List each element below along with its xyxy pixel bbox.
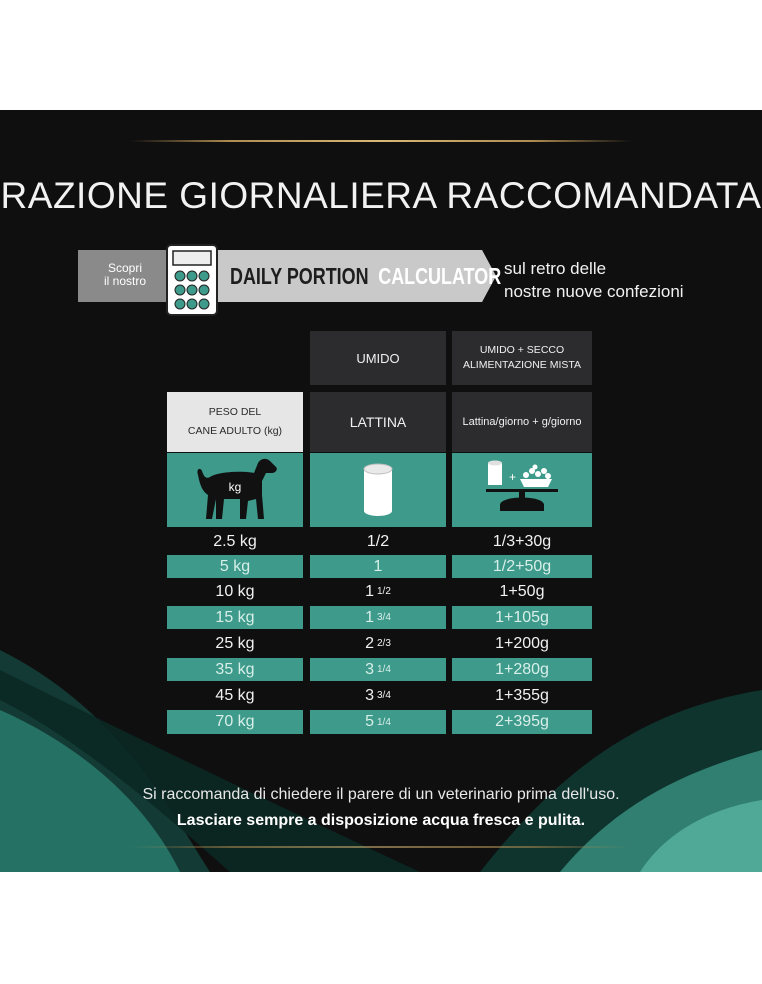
banner-discover-text bbox=[92, 262, 158, 288]
table-row-can bbox=[310, 555, 446, 578]
table-row-weight bbox=[167, 606, 303, 629]
dog-icon-label: kg bbox=[228, 480, 242, 494]
row-mixed-value: 1+105g bbox=[495, 608, 549, 626]
row-can-value: 1 bbox=[365, 608, 374, 626]
row-mixed-value: 1+355g bbox=[495, 686, 549, 704]
row-weight-value: 10 kg bbox=[215, 582, 255, 600]
dog-icon bbox=[190, 455, 280, 525]
nutrition-panel bbox=[0, 110, 762, 872]
row-can-fraction: 2/3 bbox=[377, 638, 391, 649]
table-row-can bbox=[310, 606, 446, 629]
row-weight-value: 25 kg bbox=[215, 634, 255, 652]
header-mixed-line1: UMIDO + SECCO bbox=[479, 344, 565, 356]
can-icon-cell bbox=[310, 453, 446, 527]
table-row-can bbox=[310, 531, 446, 552]
row-mixed-value: 1+280g bbox=[495, 660, 549, 678]
row-can-value: 1 bbox=[373, 557, 383, 575]
banner-small-line2: il nostro bbox=[103, 274, 147, 288]
header-wet-label: UMIDO bbox=[356, 350, 400, 366]
calculator-word2: CALCULATOR bbox=[378, 263, 502, 289]
row-mixed-value: 2+395g bbox=[495, 713, 549, 730]
header-mixed bbox=[452, 331, 592, 385]
table-row-can bbox=[310, 658, 446, 681]
row-can-value: 5 bbox=[365, 713, 374, 730]
row-mixed-value: 1+50g bbox=[499, 582, 545, 600]
table-row-mixed bbox=[452, 658, 592, 681]
table-row-mixed bbox=[452, 555, 592, 578]
calculator-icon bbox=[166, 244, 218, 316]
calculator-word1: DAILY PORTION bbox=[230, 263, 369, 289]
table-row-can bbox=[310, 633, 446, 654]
bottom-gold-line bbox=[130, 846, 632, 848]
table-row-can bbox=[310, 581, 446, 602]
row-weight-value: 45 kg bbox=[215, 686, 255, 704]
calculator-banner bbox=[78, 250, 502, 302]
row-can-fraction: 1/4 bbox=[377, 716, 391, 728]
top-gold-line bbox=[130, 140, 632, 142]
table-row-weight bbox=[167, 531, 303, 552]
row-mixed-value: 1+200g bbox=[495, 634, 549, 652]
table-row-weight bbox=[167, 710, 303, 734]
row-can-fraction: 1/4 bbox=[377, 664, 391, 675]
table-row-mixed bbox=[452, 633, 592, 654]
row-weight-value: 5 kg bbox=[219, 557, 251, 575]
row-can-value: 1 bbox=[365, 582, 374, 600]
footer-vet-advice: Si raccomanda di chiedere il parere di un veterinario prima dell'uso. bbox=[142, 786, 620, 803]
banner-note-line2: nostre nuove confezioni bbox=[504, 282, 684, 301]
table-row-mixed bbox=[452, 531, 592, 552]
table-row-mixed bbox=[452, 581, 592, 602]
header-mixed-line2: ALIMENTAZIONE MISTA bbox=[462, 359, 582, 371]
table-row-weight bbox=[167, 633, 303, 654]
header-can-label: LATTINA bbox=[349, 414, 407, 430]
scale-icon-cell bbox=[452, 453, 592, 527]
footer-water-advice: Lasciare sempre a disposizione acqua fresca e pulita. bbox=[176, 812, 586, 829]
calculator-title bbox=[230, 263, 501, 290]
row-can-fraction: 3/4 bbox=[377, 612, 391, 623]
table-row-weight bbox=[167, 658, 303, 681]
row-can-value: 3 bbox=[365, 686, 374, 704]
row-can-fraction: 3/4 bbox=[377, 690, 391, 701]
row-weight-value: 70 kg bbox=[215, 713, 255, 730]
header-weight bbox=[167, 392, 303, 452]
row-can-value: 2 bbox=[365, 634, 374, 652]
dog-icon-cell bbox=[167, 453, 303, 527]
can-icon bbox=[358, 461, 398, 519]
header-weight-line1: PESO DEL bbox=[208, 406, 262, 418]
table-row-mixed bbox=[452, 685, 592, 706]
banner-small-line1: Scopri bbox=[107, 261, 142, 275]
header-wet bbox=[310, 331, 446, 385]
banner-note-line1: sul retro delle bbox=[504, 259, 607, 278]
row-can-fraction: 1/2 bbox=[377, 586, 391, 597]
table-row-can bbox=[310, 685, 446, 706]
row-can-value: 1/2 bbox=[366, 532, 390, 550]
row-weight-value: 2.5 kg bbox=[213, 532, 257, 550]
row-mixed-value: 1/3+30g bbox=[492, 532, 552, 550]
banner-note bbox=[504, 257, 684, 303]
table-row-mixed bbox=[452, 710, 592, 734]
row-can-value: 3 bbox=[365, 660, 374, 678]
header-weight-line2: CANE ADULTO (kg) bbox=[187, 425, 283, 437]
header-mixed-sub-label: Lattina/giorno + g/giorno bbox=[462, 416, 582, 428]
svg-text:+: + bbox=[509, 470, 517, 484]
table-row-can bbox=[310, 710, 446, 734]
table-row-weight bbox=[167, 685, 303, 706]
table-row-weight bbox=[167, 555, 303, 578]
table-row-weight bbox=[167, 581, 303, 602]
row-weight-value: 15 kg bbox=[215, 608, 255, 626]
header-can bbox=[310, 392, 446, 452]
table-row-mixed bbox=[452, 606, 592, 629]
scale-icon bbox=[482, 457, 562, 523]
header-mixed-sub bbox=[452, 392, 592, 452]
row-mixed-value: 1/2+50g bbox=[492, 557, 552, 575]
page-title: RAZIONE GIORNALIERA RACCOMANDATA bbox=[0, 175, 762, 216]
row-weight-value: 35 kg bbox=[215, 660, 255, 678]
